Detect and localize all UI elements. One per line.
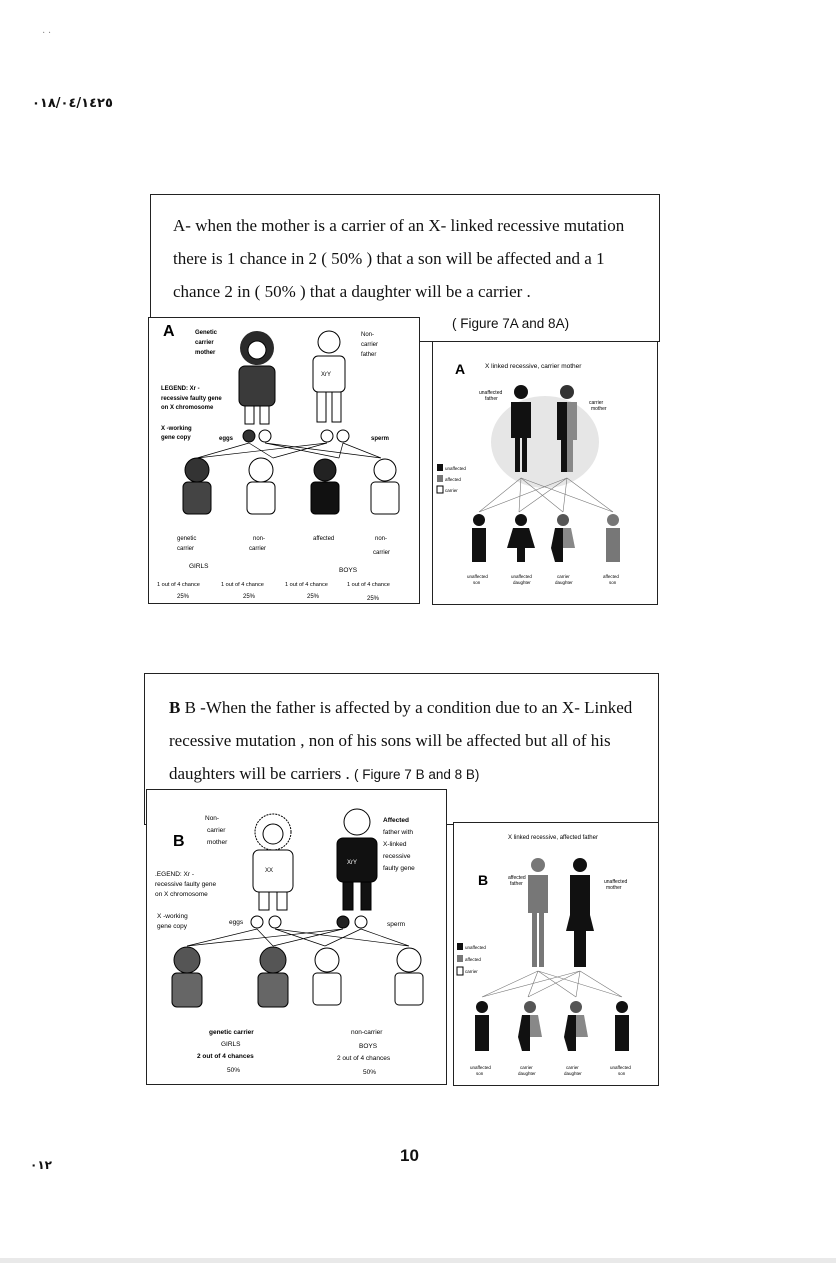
fig7a-father-figure — [313, 331, 345, 422]
section-b-line-1: B B -When the father is affected by a condition due to an X- Linked — [169, 698, 633, 717]
fig7b-mother-figure — [253, 814, 293, 910]
fig8b-child4-label-1: unaffected — [610, 1065, 631, 1070]
fig7b-boys-chance: 2 out of 4 chances — [337, 1055, 391, 1062]
fig8a-letter: A — [455, 361, 466, 377]
fig7b-girls-pct: 50% — [227, 1067, 241, 1074]
fig7b-eggs: eggs — [229, 919, 244, 926]
fig7a-sperm: sperm — [371, 436, 390, 442]
section-b-line-1-text: B -When the father is affected by a condition due to an X- Linked — [184, 698, 633, 717]
fig7b-legend-2: recessive faulty gene — [155, 881, 217, 888]
fig8b-child4-label-2: son — [618, 1071, 626, 1076]
fig8a-legend-unaffected: unaffected — [445, 466, 466, 471]
section-a-line-3: chance 2 in ( 50% ) that a daughter will be a carrier . — [173, 282, 531, 301]
figure-7b — [146, 789, 447, 1085]
fig7a-eggs: eggs — [219, 436, 234, 442]
fig7a-mother-label-3: mother — [195, 350, 216, 356]
fig8a-legend — [437, 464, 466, 493]
fig7b-father-label-5: faulty gene — [383, 865, 415, 872]
fig7a-letter: A — [163, 323, 175, 340]
fig8a-child1-label-2: son — [473, 580, 481, 585]
section-b-line-3 — [169, 757, 658, 791]
fig7a-chance-1: 1 out of 4 chance — [157, 582, 200, 588]
fig8b-title: X linked recessive, affected father — [508, 835, 598, 841]
fig7a-child1-label-2: carrier — [177, 546, 195, 552]
fig7a-legend-2: recessive faulty gene — [161, 396, 222, 402]
fig7a-pct-3: 25% — [307, 594, 320, 600]
fig7a-children — [183, 458, 399, 514]
fig7a-father-label-1: Non- — [361, 332, 375, 338]
fig7a-father-label-2: carrier — [361, 342, 379, 348]
fig7a-father-label-3: father — [361, 352, 377, 358]
fig7a-pct-2: 25% — [243, 594, 256, 600]
fig8b-legend — [457, 943, 486, 975]
fig7b-mother-label-1: Non- — [205, 815, 220, 822]
fig7b-father-figure — [337, 809, 377, 910]
fig7b-father-label-4: recessive — [383, 853, 411, 860]
page-number: 10 — [400, 1146, 419, 1165]
fig7a-pct-4: 25% — [367, 596, 380, 602]
fig7a-mother-label-2: carrier — [195, 340, 214, 346]
fig7b-legend-1: .EGEND: Xr - — [155, 871, 195, 878]
fig8a-mother-label-2: mother — [591, 406, 607, 412]
fig7b-legend-4: X -working — [157, 913, 188, 920]
fig8b-parents — [528, 858, 594, 967]
section-b-line-3-text: daughters will be carriers . — [169, 764, 350, 783]
fig7b-boys-label: non-carrier — [351, 1029, 383, 1036]
fig8a-mother-label-1: carrier — [589, 400, 604, 406]
fig8b-child1-label-2: son — [476, 1071, 484, 1076]
footer-reference: ٠١٢ — [30, 1158, 52, 1172]
fig7a-child1-label-1: genetic — [177, 536, 197, 542]
fig7b-girls: GIRLS — [221, 1041, 241, 1048]
scan-edge — [0, 1258, 836, 1263]
fig8a-child3-label-2: daughter — [555, 580, 573, 585]
svg-text:XrY: XrY — [347, 860, 358, 866]
fig7a-boys: BOYS — [339, 567, 358, 574]
scan-speck: · · — [42, 28, 52, 39]
fig7a-legend-3: on X chromosome — [161, 405, 214, 411]
fig8a-child2-label-2: daughter — [513, 580, 531, 585]
fig7b-father-label-1: Affected — [383, 817, 410, 824]
fig8a-legend-carrier: carrier — [445, 488, 458, 493]
fig8b-father-label-1: affected — [508, 875, 526, 881]
fig7a-mother-label-1: Genetic — [195, 330, 218, 336]
fig8b-legend-carrier: carrier — [465, 969, 478, 974]
fig8b-mother-label-1: unaffected — [604, 879, 628, 885]
fig7b-boys-pct: 50% — [363, 1069, 377, 1076]
fig7b-legend-3: on X chromosome — [155, 891, 208, 898]
fig7b-girls-label: genetic carrier — [209, 1029, 254, 1036]
section-a-line-1: A- when the mother is a carrier of an X- linked recessive mutation — [173, 216, 625, 235]
fig8a-child1-label-1: unaffected — [467, 574, 488, 579]
fig8b-inheritance-lines — [482, 971, 622, 997]
fig8a-child3-label-1: carrier — [557, 574, 570, 579]
fig8a-child4-label-2: son — [609, 580, 617, 585]
fig7b-mother-label-2: carrier — [207, 827, 226, 834]
fig8a-children — [472, 514, 620, 562]
header-reference: ٠١٨/٠٤/١٤٢٥ — [32, 96, 113, 111]
fig8b-child1-label-1: unaffected — [470, 1065, 491, 1070]
fig7b-legend-5: gene copy — [157, 923, 187, 930]
fig7b-boys: BOYS — [359, 1043, 378, 1050]
section-b-line-2: recessive mutation , non of his sons will be affected but all of his — [169, 731, 611, 750]
fig7a-legend-5: gene copy — [161, 435, 191, 441]
fig8a-child2-label-1: unaffected — [511, 574, 532, 579]
section-b-figure-ref: ( Figure 7 B and 8 B) — [354, 767, 480, 782]
fig8a-title: X linked recessive, carrier mother — [485, 363, 582, 370]
fig7b-mother-label-3: mother — [207, 839, 228, 846]
fig7a-gametes — [197, 430, 381, 458]
fig8b-legend-unaffected: unaffected — [465, 945, 486, 950]
fig8b-father-label-2: father — [510, 881, 523, 887]
section-a-line-2: there is 1 chance in 2 ( 50% ) that a son will be affected and a 1 — [173, 249, 605, 268]
fig7a-chance-3: 1 out of 4 chance — [285, 582, 328, 588]
fig7b-children — [172, 947, 423, 1007]
fig7a-legend-1: LEGEND: Xr - — [161, 386, 200, 392]
fig8b-child2-label-2: daughter — [518, 1071, 536, 1076]
fig7b-letter: B — [173, 833, 185, 850]
fig7a-mother-figure — [239, 331, 275, 424]
fig7b-sperm: sperm — [387, 921, 406, 928]
figure-8b — [453, 822, 659, 1086]
figure-7a — [148, 317, 420, 604]
fig7b-gametes — [187, 916, 409, 946]
fig7b-father-label-3: X-linked — [383, 841, 407, 848]
fig8b-child2-label-1: carrier — [520, 1065, 533, 1070]
fig8b-letter: B — [478, 872, 489, 888]
svg-text:XX: XX — [265, 868, 274, 874]
svg-text:XrY: XrY — [321, 372, 332, 378]
fig7a-chance-4: 1 out of 4 chance — [347, 582, 390, 588]
fig7b-girls-chance: 2 out of 4 chances — [197, 1053, 254, 1060]
fig8a-legend-affected: affected — [445, 477, 461, 482]
section-a-figure-ref: ( Figure 7A and 8A) — [452, 316, 570, 331]
fig8a-child4-label-1: affected — [603, 574, 619, 579]
fig8a-parents — [491, 385, 599, 488]
fig7a-child4-label-1: non- — [375, 536, 388, 542]
fig8a-father-label-1: unaffected — [479, 390, 503, 396]
fig8b-legend-affected: affected — [465, 957, 481, 962]
fig7a-legend-4: X -working — [161, 426, 192, 432]
fig7a-child4-label-2: carrier — [373, 550, 391, 556]
fig8b-child3-label-1: carrier — [566, 1065, 579, 1070]
fig7a-pct-1: 25% — [177, 594, 190, 600]
fig7a-child3-label: affected — [313, 536, 335, 542]
fig7a-child2-label-1: non- — [253, 536, 266, 542]
fig7b-father-label-2: father with — [383, 829, 413, 836]
fig8b-child3-label-2: daughter — [564, 1071, 582, 1076]
fig7a-girls: GIRLS — [189, 563, 209, 570]
fig8a-father-label-2: father — [485, 396, 498, 402]
fig8b-mother-label-2: mother — [606, 885, 622, 891]
fig7a-child2-label-2: carrier — [249, 546, 267, 552]
fig8b-children — [475, 1001, 629, 1051]
fig7a-chance-2: 1 out of 4 chance — [221, 582, 264, 588]
figure-8a — [432, 341, 658, 605]
